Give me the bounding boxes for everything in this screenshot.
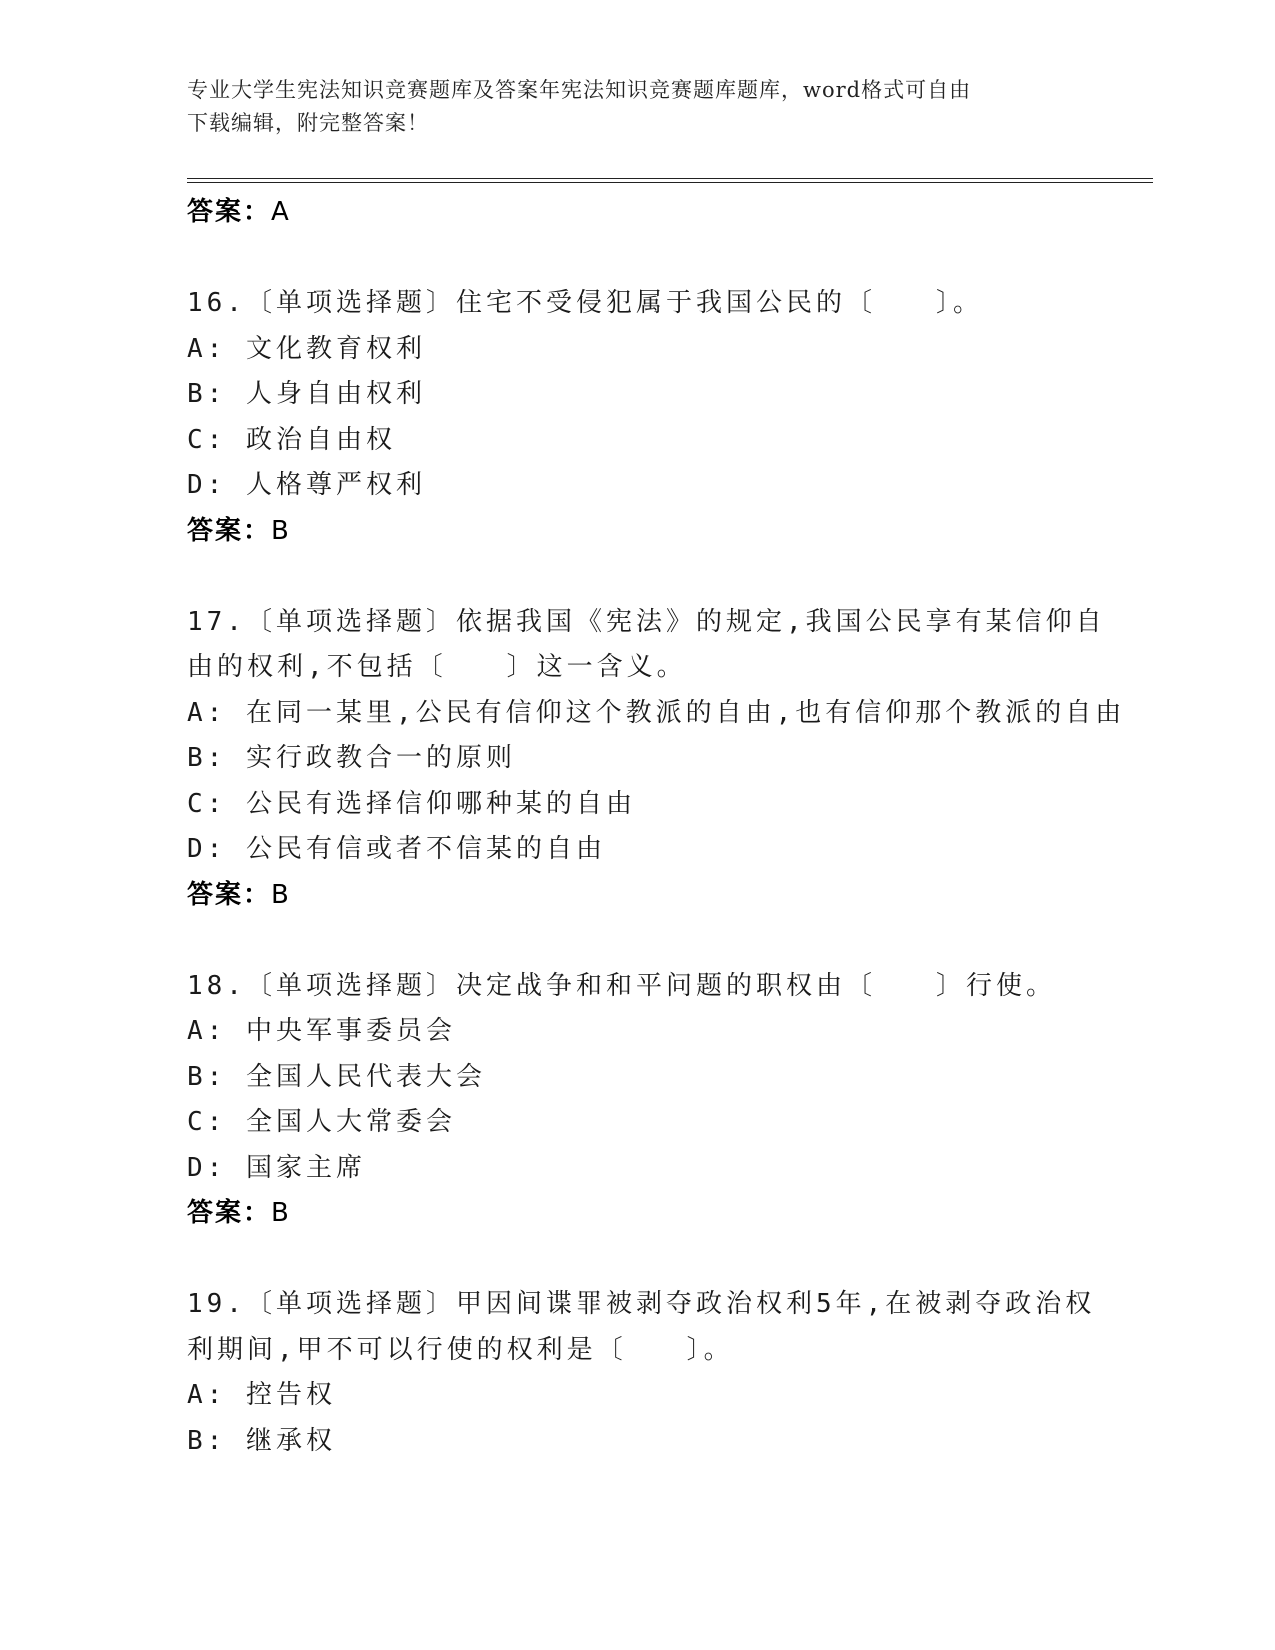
answer-label: 答案： bbox=[187, 1198, 272, 1228]
question-block bbox=[187, 964, 1087, 1237]
question-text: 18.〔单项选择题〕决定战争和和平问题的职权由〔 〕行使。 bbox=[187, 970, 1056, 1001]
answer-line bbox=[187, 190, 1087, 236]
header-line-1: 专业大学生宪法知识竞赛题库及答案年宪法知识竞赛题库题库，word格式可自由 bbox=[187, 78, 972, 102]
answer-value: A bbox=[271, 197, 291, 227]
option-b: B: 实行政教合一的原则 bbox=[187, 743, 516, 773]
option-a: A: 控告权 bbox=[187, 1380, 336, 1410]
option-c: C: 公民有选择信仰哪种某的自由 bbox=[187, 788, 636, 819]
spacer bbox=[187, 554, 1087, 600]
option-b: B: 继承权 bbox=[187, 1425, 336, 1456]
option-c: C: 全国人大常委会 bbox=[187, 1107, 456, 1137]
question-block bbox=[187, 281, 1087, 554]
answer-line bbox=[187, 509, 1087, 555]
option-c: C: 政治自由权 bbox=[187, 424, 396, 455]
question-block bbox=[187, 600, 1126, 919]
option-a: A: 中央军事委员会 bbox=[187, 1016, 456, 1046]
question-text-continued: 利期间,甲不可以行使的权利是〔 〕。 bbox=[187, 1334, 734, 1365]
option-b: B: 人身自由权利 bbox=[187, 379, 426, 409]
answer-line bbox=[187, 1191, 1087, 1237]
question-text: 16.〔单项选择题〕住宅不受侵犯属于我国公民的〔 〕。 bbox=[187, 288, 983, 318]
answer-value: B bbox=[271, 1198, 291, 1228]
question-text-continued: 由的权利,不包括〔 〕这一含义。 bbox=[187, 652, 687, 682]
header-line-2: 下载编辑，附完整答案！ bbox=[187, 111, 429, 135]
spacer bbox=[187, 918, 1087, 964]
spacer bbox=[187, 1237, 1087, 1283]
spacer bbox=[187, 236, 1087, 282]
answer-value: B bbox=[271, 515, 291, 546]
answer-label: 答案： bbox=[187, 879, 272, 910]
question-block bbox=[187, 1282, 1096, 1464]
question-list bbox=[187, 190, 1126, 1464]
option-d: D: 公民有信或者不信某的自由 bbox=[187, 834, 606, 864]
answer-line bbox=[187, 873, 1087, 919]
answer-label: 答案： bbox=[187, 197, 272, 227]
option-a: A: 文化教育权利 bbox=[187, 333, 426, 364]
header-rule-bottom bbox=[187, 182, 1153, 183]
option-b: B: 全国人民代表大会 bbox=[187, 1061, 486, 1092]
header-rule-top bbox=[187, 178, 1153, 179]
page-header bbox=[187, 74, 1067, 140]
option-a: A: 在同一某里,公民有信仰这个教派的自由,也有信仰那个教派的自由 bbox=[187, 697, 1126, 728]
option-d: D: 人格尊严权利 bbox=[187, 470, 426, 500]
question-text: 17.〔单项选择题〕依据我国《宪法》的规定,我国公民享有某信仰自 bbox=[187, 606, 1106, 637]
question-text: 19.〔单项选择题〕甲因间谍罪被剥夺政治权利5年,在被剥夺政治权 bbox=[187, 1289, 1096, 1319]
answer-value: B bbox=[271, 879, 291, 910]
option-d: D: 国家主席 bbox=[187, 1152, 366, 1183]
answer-label: 答案： bbox=[187, 515, 272, 546]
